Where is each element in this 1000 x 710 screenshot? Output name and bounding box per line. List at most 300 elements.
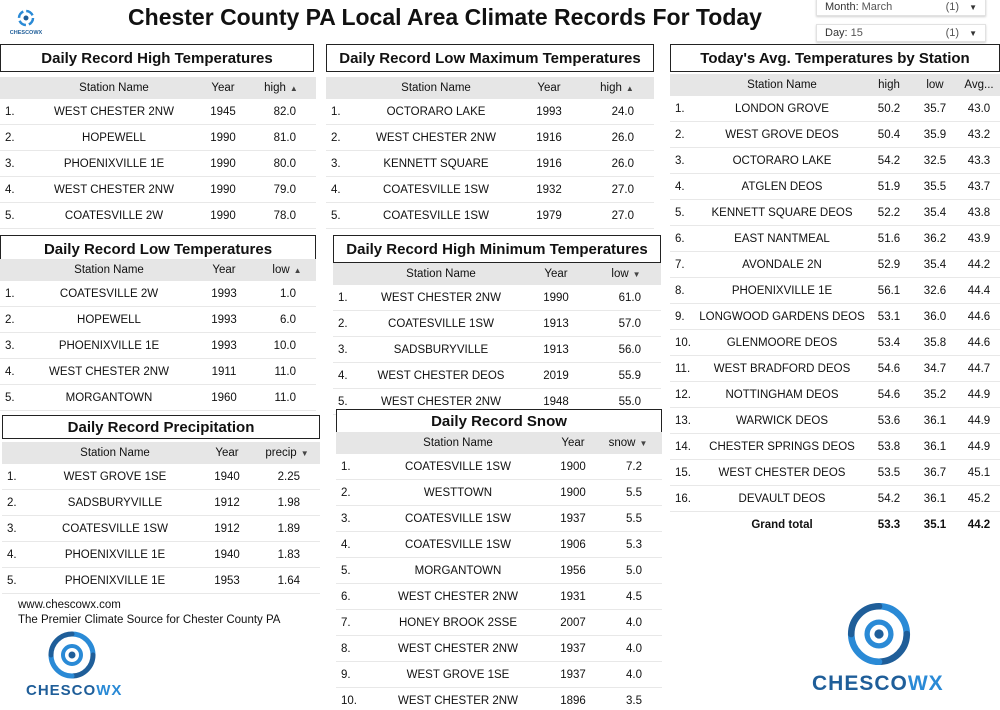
record-value: 4.0 bbox=[626, 642, 642, 655]
row-index: 8. bbox=[675, 284, 685, 297]
record-year: 2007 bbox=[560, 616, 586, 629]
small-logo bbox=[8, 6, 44, 36]
avg-value: 44.2 bbox=[967, 258, 991, 271]
record-value: 24.0 bbox=[611, 105, 634, 118]
table-row bbox=[336, 532, 662, 558]
record-value: 56.0 bbox=[618, 343, 641, 356]
avg-value: 43.2 bbox=[967, 128, 991, 141]
station-name: MORGANTOWN bbox=[65, 391, 153, 404]
avg-value: 44.9 bbox=[967, 388, 991, 401]
col-station-name[interactable]: Station Name bbox=[401, 82, 471, 94]
avg-value: 44.6 bbox=[967, 336, 991, 349]
table-row bbox=[2, 542, 320, 568]
table-row bbox=[670, 200, 1000, 226]
sort-desc-icon[interactable]: ▼ bbox=[632, 270, 641, 279]
table-row bbox=[333, 285, 661, 311]
record-year: 1912 bbox=[214, 496, 240, 509]
row-index: 16. bbox=[675, 492, 691, 505]
record-value: 1.89 bbox=[277, 522, 300, 535]
record-year: 1990 bbox=[210, 157, 236, 170]
row-index: 2. bbox=[5, 313, 15, 326]
avg-high: 52.2 bbox=[877, 206, 901, 219]
avg-low: 36.1 bbox=[923, 414, 947, 427]
table-row bbox=[336, 636, 662, 662]
record-year: 1916 bbox=[536, 131, 562, 144]
record-precip-table bbox=[2, 442, 320, 594]
avg-low: 36.7 bbox=[923, 466, 947, 479]
row-index: 1. bbox=[5, 105, 15, 118]
row-index: 5. bbox=[338, 395, 348, 408]
record-value: 57.0 bbox=[618, 317, 641, 330]
table-row bbox=[326, 203, 654, 229]
avg-high: 54.2 bbox=[877, 492, 901, 505]
col-low[interactable] bbox=[591, 268, 661, 280]
caret-down-icon[interactable]: ▼ bbox=[969, 2, 977, 12]
station-name: MORGANTOWN bbox=[414, 564, 502, 577]
panel-title: Daily Record Snow bbox=[336, 409, 662, 433]
record-value: 5.5 bbox=[626, 486, 642, 499]
record-year: 1913 bbox=[543, 343, 569, 356]
row-index: 13. bbox=[675, 414, 691, 427]
table-row bbox=[2, 490, 320, 516]
station-name: COATESVILLE 2W bbox=[59, 287, 159, 300]
record-high-table bbox=[0, 77, 316, 229]
record-value: 55.0 bbox=[618, 395, 641, 408]
col-year[interactable]: Year bbox=[537, 82, 561, 94]
table-row bbox=[670, 486, 1000, 512]
station-name: WEST CHESTER 2NW bbox=[54, 105, 174, 118]
sort-asc-icon[interactable]: ▲ bbox=[293, 266, 302, 275]
record-year: 1911 bbox=[211, 365, 237, 378]
col-high[interactable] bbox=[580, 82, 654, 94]
row-index: 4. bbox=[341, 538, 351, 551]
record-value: 79.0 bbox=[273, 183, 296, 196]
station-name: SADSBURYVILLE bbox=[67, 496, 163, 509]
record-value: 1.83 bbox=[277, 548, 300, 561]
station-name: COATESVILLE 1SW bbox=[383, 183, 489, 196]
footer bbox=[18, 598, 280, 628]
table-row bbox=[336, 506, 662, 532]
record-year: 1896 bbox=[560, 694, 586, 707]
row-index: 9. bbox=[675, 310, 685, 323]
table-row bbox=[0, 177, 316, 203]
avg-low: 35.5 bbox=[923, 180, 947, 193]
station-name: PHOENIXVILLE 1E bbox=[58, 339, 160, 352]
record-value: 1.98 bbox=[277, 496, 300, 509]
station-name: WEST CHESTER 2NW bbox=[381, 395, 501, 408]
col-avg[interactable]: Avg... bbox=[964, 79, 994, 91]
row-index: 7. bbox=[341, 616, 351, 629]
avg-high: 53.5 bbox=[877, 466, 901, 479]
station-name: COATESVILLE 2W bbox=[64, 209, 164, 222]
website-link[interactable]: www.chescowx.com bbox=[18, 599, 121, 611]
chescowx-logo-text-left bbox=[26, 682, 122, 699]
station-name: WEST GROVE 1SE bbox=[63, 470, 167, 483]
col-station-name[interactable]: Station Name bbox=[80, 447, 150, 459]
table-row bbox=[2, 568, 320, 594]
row-index: 14. bbox=[675, 440, 691, 453]
col-station-name[interactable]: Station Name bbox=[747, 79, 817, 91]
record-year: 1960 bbox=[211, 391, 237, 404]
col-year[interactable]: Year bbox=[211, 82, 235, 94]
panel-title: Daily Record Low Maximum Temperatures bbox=[326, 44, 654, 72]
row-index: 3. bbox=[341, 512, 351, 525]
day-filter[interactable] bbox=[816, 24, 986, 42]
record-low-max-table bbox=[326, 77, 654, 229]
record-value: 5.3 bbox=[626, 538, 642, 551]
chescowx-logo-left bbox=[44, 628, 100, 687]
table-row bbox=[0, 151, 316, 177]
row-index: 10. bbox=[341, 694, 357, 707]
table-row bbox=[670, 174, 1000, 200]
record-year: 1940 bbox=[214, 548, 240, 561]
table-row bbox=[2, 464, 320, 490]
station-name: WARWICK DEOS bbox=[735, 414, 828, 427]
table-row bbox=[670, 122, 1000, 148]
record-year: 1993 bbox=[211, 339, 237, 352]
avg-high: 53.6 bbox=[877, 414, 901, 427]
record-value: 4.0 bbox=[626, 668, 642, 681]
station-name: HOPEWELL bbox=[77, 313, 141, 326]
col-year[interactable]: Year bbox=[212, 264, 236, 276]
station-name: WEST CHESTER 2NW bbox=[49, 365, 169, 378]
avg-low: 36.2 bbox=[923, 232, 947, 245]
avg-low: 36.1 bbox=[923, 440, 947, 453]
col-high-label: high bbox=[264, 82, 286, 94]
row-index: 4. bbox=[338, 369, 348, 382]
table-row bbox=[0, 359, 316, 385]
station-name: WEST CHESTER DEOS bbox=[377, 369, 505, 382]
record-year: 1900 bbox=[560, 460, 586, 473]
col-snow-label: snow bbox=[608, 437, 636, 449]
avg-value: 45.2 bbox=[967, 492, 991, 505]
record-value: 78.0 bbox=[273, 209, 296, 222]
col-low-label: low bbox=[611, 268, 629, 280]
station-name: ATGLEN DEOS bbox=[741, 180, 823, 193]
record-year: 1993 bbox=[211, 313, 237, 326]
row-index: 1. bbox=[5, 287, 15, 300]
record-year: 1913 bbox=[543, 317, 569, 330]
row-index: 3. bbox=[675, 154, 685, 167]
col-station-name[interactable]: Station Name bbox=[423, 437, 493, 449]
col-snow[interactable] bbox=[594, 437, 662, 449]
day-filter-label: Day: bbox=[825, 27, 848, 39]
table-row bbox=[333, 363, 661, 389]
table-row bbox=[0, 333, 316, 359]
record-year: 1940 bbox=[214, 470, 240, 483]
avg-high: 53.8 bbox=[877, 440, 901, 453]
col-high[interactable] bbox=[246, 82, 316, 94]
table-row bbox=[333, 337, 661, 363]
avg-high: 50.4 bbox=[877, 128, 901, 141]
table-row bbox=[326, 99, 654, 125]
table-row bbox=[336, 454, 662, 480]
panel-title: Daily Record Precipitation bbox=[2, 415, 320, 439]
col-precip[interactable] bbox=[254, 447, 320, 459]
station-name: HONEY BROOK 2SSE bbox=[398, 616, 518, 629]
row-index: 6. bbox=[675, 232, 685, 245]
station-name: OCTORARO LAKE bbox=[386, 105, 486, 118]
record-value: 81.0 bbox=[273, 131, 296, 144]
record-value: 26.0 bbox=[611, 131, 634, 144]
row-index: 15. bbox=[675, 466, 691, 479]
record-value: 3.5 bbox=[626, 694, 642, 707]
logo-text-wx: WX bbox=[96, 682, 123, 699]
station-name: COATESVILLE 1SW bbox=[388, 317, 494, 330]
avg-value: 43.7 bbox=[967, 180, 991, 193]
table-row bbox=[336, 480, 662, 506]
avg-value: 44.7 bbox=[967, 362, 991, 375]
row-index: 1. bbox=[7, 470, 17, 483]
avg-high: 52.9 bbox=[877, 258, 901, 271]
col-low[interactable] bbox=[258, 264, 316, 276]
table-row bbox=[670, 408, 1000, 434]
record-year: 1993 bbox=[211, 287, 237, 300]
row-index: 2. bbox=[331, 131, 341, 144]
logo-text-wx: WX bbox=[907, 672, 944, 695]
sort-desc-icon[interactable]: ▼ bbox=[639, 439, 648, 448]
record-year: 1937 bbox=[560, 668, 586, 681]
record-value: 6.0 bbox=[280, 313, 296, 326]
table-row bbox=[670, 148, 1000, 174]
station-name: WEST CHESTER 2NW bbox=[398, 694, 518, 707]
record-year: 1932 bbox=[536, 183, 562, 196]
table-row bbox=[0, 385, 316, 411]
table-row bbox=[670, 278, 1000, 304]
station-name: GLENMOORE DEOS bbox=[726, 336, 838, 349]
avg-low: 35.8 bbox=[923, 336, 947, 349]
day-filter-count: (1) bbox=[945, 27, 960, 39]
station-name: WEST CHESTER 2NW bbox=[398, 642, 518, 655]
row-index: 2. bbox=[7, 496, 17, 509]
avg-low: 32.6 bbox=[923, 284, 947, 297]
panel-title: Daily Record High Minimum Temperatures bbox=[333, 235, 661, 263]
cyclone-icon bbox=[44, 628, 100, 682]
row-index: 11. bbox=[675, 362, 691, 375]
station-name: WESTTOWN bbox=[423, 486, 493, 499]
station-name: NOTTINGHAM DEOS bbox=[725, 388, 839, 401]
station-name: COATESVILLE 1SW bbox=[405, 538, 511, 551]
table-row bbox=[336, 558, 662, 584]
row-index: 5. bbox=[341, 564, 351, 577]
record-year: 1937 bbox=[560, 642, 586, 655]
month-filter[interactable] bbox=[816, 0, 986, 16]
col-station-name[interactable]: Station Name bbox=[406, 268, 476, 280]
record-value: 4.5 bbox=[626, 590, 642, 603]
grand-total-avg: 44.2 bbox=[967, 519, 991, 531]
row-index: 1. bbox=[675, 102, 685, 115]
row-index: 5. bbox=[675, 206, 685, 219]
station-name: WEST CHESTER 2NW bbox=[381, 291, 501, 304]
station-name: EAST NANTMEAL bbox=[734, 232, 830, 245]
col-year[interactable]: Year bbox=[215, 447, 239, 459]
record-value: 1.0 bbox=[280, 287, 296, 300]
avg-low: 35.9 bbox=[923, 128, 947, 141]
avg-low: 32.5 bbox=[923, 154, 947, 167]
small-logo-text: CHESCOWX bbox=[9, 30, 43, 36]
avg-temps-rows bbox=[670, 96, 1000, 512]
station-name: LONDON GROVE bbox=[735, 102, 829, 115]
col-low[interactable]: low bbox=[926, 79, 944, 91]
record-year: 1948 bbox=[543, 395, 569, 408]
avg-high: 54.6 bbox=[877, 362, 901, 375]
row-index: 5. bbox=[331, 209, 341, 222]
avg-value: 44.9 bbox=[967, 414, 991, 427]
avg-high: 50.2 bbox=[877, 102, 901, 115]
col-high[interactable]: high bbox=[878, 79, 900, 91]
station-name: WEST CHESTER 2NW bbox=[398, 590, 518, 603]
avg-high: 51.6 bbox=[877, 232, 901, 245]
record-year: 1990 bbox=[210, 131, 236, 144]
record-value: 5.5 bbox=[626, 512, 642, 525]
cyclone-icon bbox=[842, 598, 916, 670]
table-row bbox=[670, 434, 1000, 460]
row-index: 3. bbox=[5, 157, 15, 170]
table-row bbox=[670, 356, 1000, 382]
table-row bbox=[336, 662, 662, 688]
col-low-label: low bbox=[272, 264, 290, 276]
table-row bbox=[326, 125, 654, 151]
table-row bbox=[0, 203, 316, 229]
table-row bbox=[0, 307, 316, 333]
station-name: SADSBURYVILLE bbox=[393, 343, 489, 356]
col-year[interactable]: Year bbox=[561, 437, 585, 449]
station-name: PHOENIXVILLE 1E bbox=[731, 284, 833, 297]
table-row bbox=[0, 281, 316, 307]
station-name: COATESVILLE 1SW bbox=[383, 209, 489, 222]
station-name: COATESVILLE 1SW bbox=[405, 460, 511, 473]
station-name: WEST CHESTER 2NW bbox=[54, 183, 174, 196]
record-value: 7.2 bbox=[626, 460, 642, 473]
table-row bbox=[326, 151, 654, 177]
record-year: 1979 bbox=[536, 209, 562, 222]
panel-title: Daily Record High Temperatures bbox=[0, 44, 314, 72]
station-name: WEST CHESTER 2NW bbox=[376, 131, 496, 144]
row-index: 4. bbox=[7, 548, 17, 561]
col-station-name[interactable]: Station Name bbox=[79, 82, 149, 94]
row-index: 4. bbox=[675, 180, 685, 193]
tagline: The Premier Climate Source for Chester County PA bbox=[18, 614, 281, 626]
chescowx-logo-right bbox=[842, 598, 916, 675]
sort-asc-icon[interactable]: ▲ bbox=[625, 84, 634, 93]
row-index: 4. bbox=[5, 183, 15, 196]
avg-low: 36.0 bbox=[923, 310, 947, 323]
chescowx-logo-text-right bbox=[812, 672, 944, 696]
record-value: 1.64 bbox=[277, 574, 300, 587]
record-value: 11.0 bbox=[274, 365, 296, 378]
record-year: 1937 bbox=[560, 512, 586, 525]
record-year: 1945 bbox=[210, 105, 236, 118]
sort-desc-icon[interactable]: ▼ bbox=[300, 449, 309, 458]
record-value: 11.0 bbox=[274, 391, 296, 404]
station-name: LONGWOOD GARDENS DEOS bbox=[699, 310, 865, 323]
table-row bbox=[670, 382, 1000, 408]
station-name: KENNETT SQUARE bbox=[383, 157, 489, 170]
record-value: 55.9 bbox=[618, 369, 641, 382]
panel-title: Today's Avg. Temperatures by Station bbox=[670, 44, 1000, 72]
record-value: 26.0 bbox=[611, 157, 634, 170]
row-index: 5. bbox=[5, 209, 15, 222]
station-name: KENNETT SQUARE DEOS bbox=[711, 206, 853, 219]
logo-text-chesco: CHESCO bbox=[26, 682, 97, 699]
record-value: 5.0 bbox=[626, 564, 642, 577]
avg-low: 35.2 bbox=[923, 388, 947, 401]
station-name: WEST GROVE 1SE bbox=[406, 668, 510, 681]
row-index: 3. bbox=[5, 339, 15, 352]
col-year[interactable]: Year bbox=[544, 268, 568, 280]
record-year: 1956 bbox=[560, 564, 586, 577]
record-high-min-table bbox=[333, 263, 661, 415]
caret-down-icon[interactable]: ▼ bbox=[969, 28, 977, 38]
record-year: 1906 bbox=[560, 538, 586, 551]
record-value: 61.0 bbox=[618, 291, 641, 304]
station-name: WEST GROVE DEOS bbox=[725, 128, 839, 141]
record-low-table bbox=[0, 259, 316, 411]
row-index: 6. bbox=[341, 590, 351, 603]
table-row bbox=[670, 252, 1000, 278]
month-filter-value: March bbox=[861, 1, 893, 13]
record-year: 1953 bbox=[214, 574, 240, 587]
page-title: Chester County PA Local Area Climate Records For Today bbox=[128, 4, 762, 30]
table-row bbox=[670, 226, 1000, 252]
table-row bbox=[0, 99, 316, 125]
avg-high: 56.1 bbox=[877, 284, 901, 297]
station-name: PHOENIXVILLE 1E bbox=[64, 574, 166, 587]
sort-asc-icon[interactable]: ▲ bbox=[289, 84, 298, 93]
day-filter-value: 15 bbox=[850, 27, 863, 39]
avg-value: 45.1 bbox=[967, 466, 991, 479]
record-value: 80.0 bbox=[273, 157, 296, 170]
row-index: 9. bbox=[341, 668, 351, 681]
table-row bbox=[670, 304, 1000, 330]
grand-total-label: Grand total bbox=[751, 519, 813, 531]
row-index: 3. bbox=[7, 522, 17, 535]
avg-temps-table bbox=[670, 74, 1000, 538]
record-value: 27.0 bbox=[611, 209, 634, 222]
table-row bbox=[670, 460, 1000, 486]
station-name: HOPEWELL bbox=[82, 131, 146, 144]
station-name: DEVAULT DEOS bbox=[738, 492, 826, 505]
row-index: 4. bbox=[331, 183, 341, 196]
avg-value: 43.8 bbox=[967, 206, 991, 219]
avg-low: 35.4 bbox=[923, 258, 947, 271]
avg-high: 53.1 bbox=[877, 310, 901, 323]
row-index: 10. bbox=[675, 336, 691, 349]
avg-low: 34.7 bbox=[923, 362, 947, 375]
table-row bbox=[326, 177, 654, 203]
avg-high: 53.4 bbox=[877, 336, 901, 349]
month-filter-label: Month: bbox=[825, 1, 859, 13]
row-index: 2. bbox=[5, 131, 15, 144]
record-year: 1990 bbox=[210, 209, 236, 222]
col-station-name[interactable]: Station Name bbox=[74, 264, 144, 276]
row-index: 2. bbox=[338, 317, 348, 330]
record-year: 2019 bbox=[543, 369, 569, 382]
record-year: 1931 bbox=[560, 590, 586, 603]
row-index: 12. bbox=[675, 388, 691, 401]
row-index: 1. bbox=[341, 460, 351, 473]
station-name: CHESTER SPRINGS DEOS bbox=[709, 440, 855, 453]
record-year: 1990 bbox=[210, 183, 236, 196]
row-index: 7. bbox=[675, 258, 685, 271]
col-high-label: high bbox=[600, 82, 622, 94]
record-value: 27.0 bbox=[611, 183, 634, 196]
row-index: 1. bbox=[331, 105, 341, 118]
avg-value: 43.3 bbox=[967, 154, 991, 167]
record-value: 2.25 bbox=[277, 470, 300, 483]
avg-high: 51.9 bbox=[877, 180, 901, 193]
month-filter-count: (1) bbox=[945, 1, 960, 13]
